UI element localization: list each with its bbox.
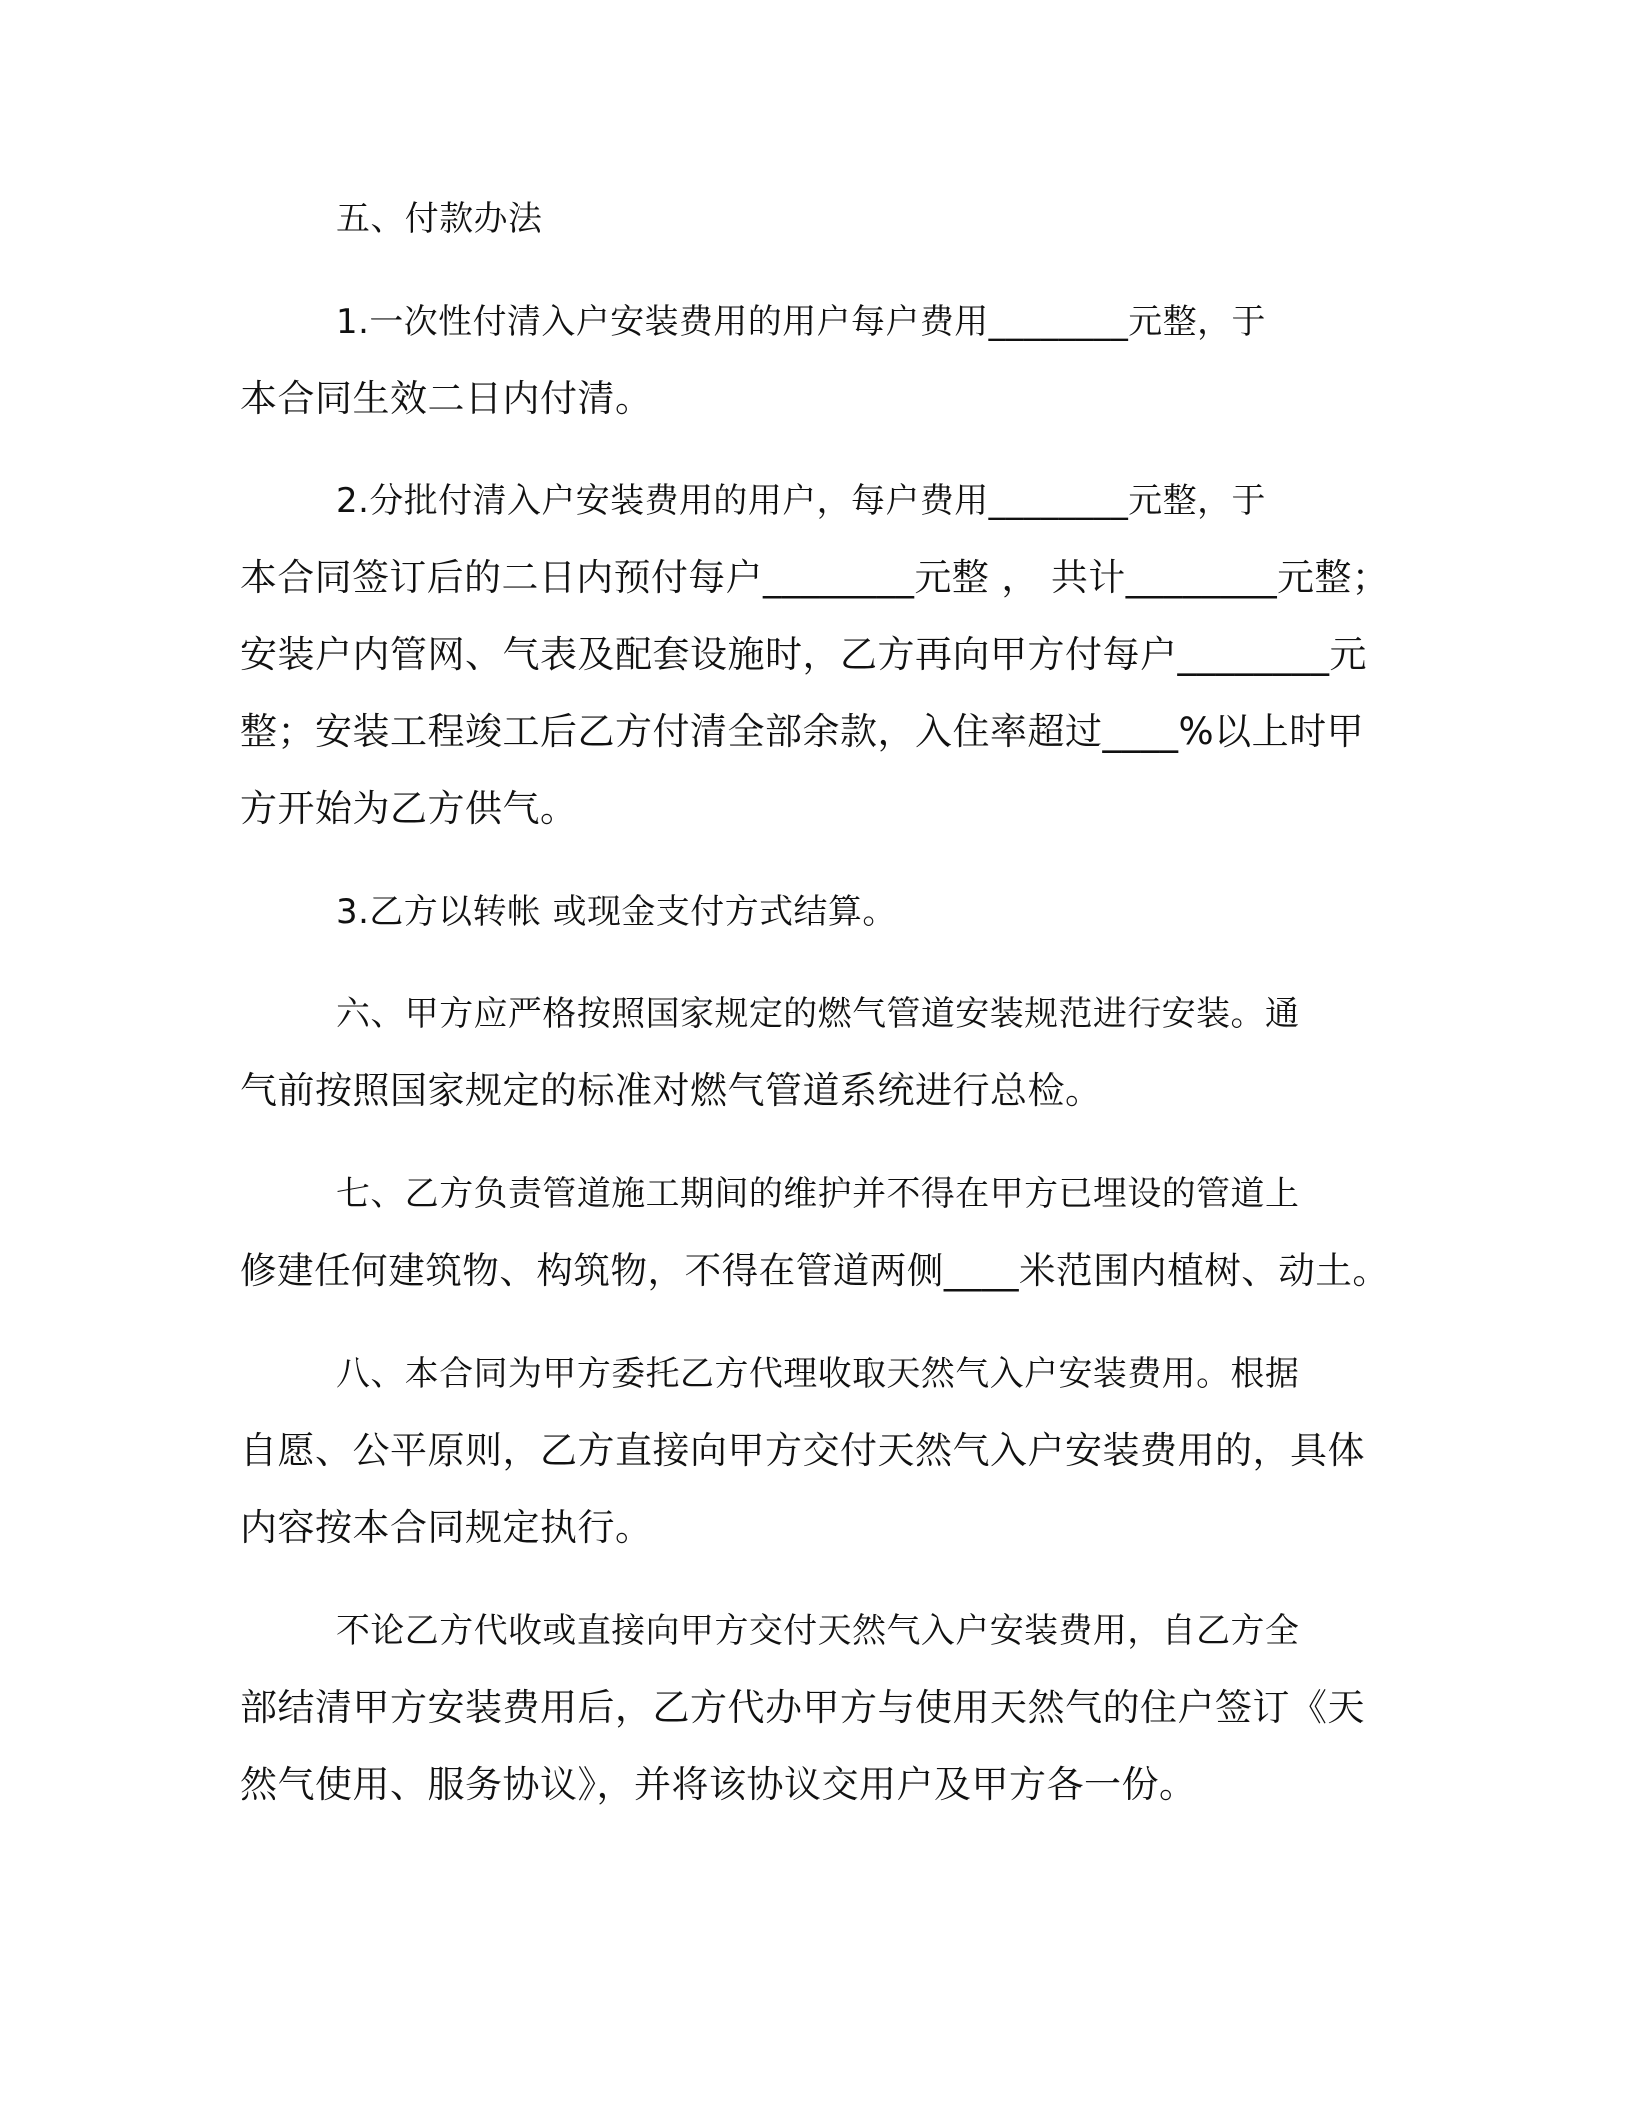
- text-line: 2.分批付清入户安装费用的用户，每户费用________元整，于: [336, 481, 1266, 520]
- text-line: 方开始为乙方供气。: [240, 787, 578, 830]
- text-line: 七、乙方负责管道施工期间的维护并不得在甲方已埋设的管道上: [336, 1174, 1300, 1213]
- text-line: 部结清甲方安装费用后，乙方代办甲方与使用天然气的住户签订《天: [240, 1686, 1365, 1729]
- text-line: 本合同签订后的二日内预付每户________元整 ， 共计________元整；: [240, 556, 1390, 599]
- text-line: 本合同生效二日内付清。: [240, 377, 653, 420]
- clause-3-settlement: [240, 873, 1390, 950]
- text-line: 不论乙方代收或直接向甲方交付天然气入户安装费用，自乙方全: [336, 1611, 1300, 1650]
- text-line: 修建任何建筑物、构筑物，不得在管道两侧____米范围内植树、动土。: [240, 1249, 1390, 1292]
- text-line: 六、甲方应严格按照国家规定的燃气管道安装规范进行安装。通: [336, 994, 1300, 1033]
- text-line: 五、付款办法: [336, 199, 543, 238]
- text-line: 整；安装工程竣工后乙方付清全部余款，入住率超过____%以上时甲: [240, 710, 1365, 753]
- text-line: 1.一次性付清入户安装费用的用户每户费用________元整，于: [336, 302, 1266, 341]
- text-line: 内容按本合同规定执行。: [240, 1506, 653, 1549]
- clause-2-installments: [240, 462, 1390, 847]
- text-line: 3.乙方以转帐 或现金支付方式结算。: [336, 892, 897, 931]
- section-eight-agency-collection: [240, 1335, 1390, 1566]
- section-heading-payment: [240, 180, 1390, 257]
- text-line: 八、本合同为甲方委托乙方代理收取天然气入户安装费用。根据: [336, 1354, 1300, 1393]
- text-line: 自愿、公平原则，乙方直接向甲方交付天然气入户安装费用的，具体: [240, 1429, 1365, 1472]
- text-line: 然气使用、服务协议》，并将该协议交用户及甲方各一份。: [240, 1763, 1197, 1806]
- text-line: 安装户内管网、气表及配套设施时，乙方再向甲方付每户________元: [240, 633, 1367, 676]
- clause-1-lump-sum: [240, 283, 1390, 437]
- clause-service-agreement: [240, 1592, 1390, 1823]
- section-six-installation-standards: [240, 975, 1390, 1129]
- section-seven-pipeline-protection: [240, 1155, 1390, 1309]
- text-line: 气前按照国家规定的标准对燃气管道系统进行总检。: [240, 1069, 1103, 1112]
